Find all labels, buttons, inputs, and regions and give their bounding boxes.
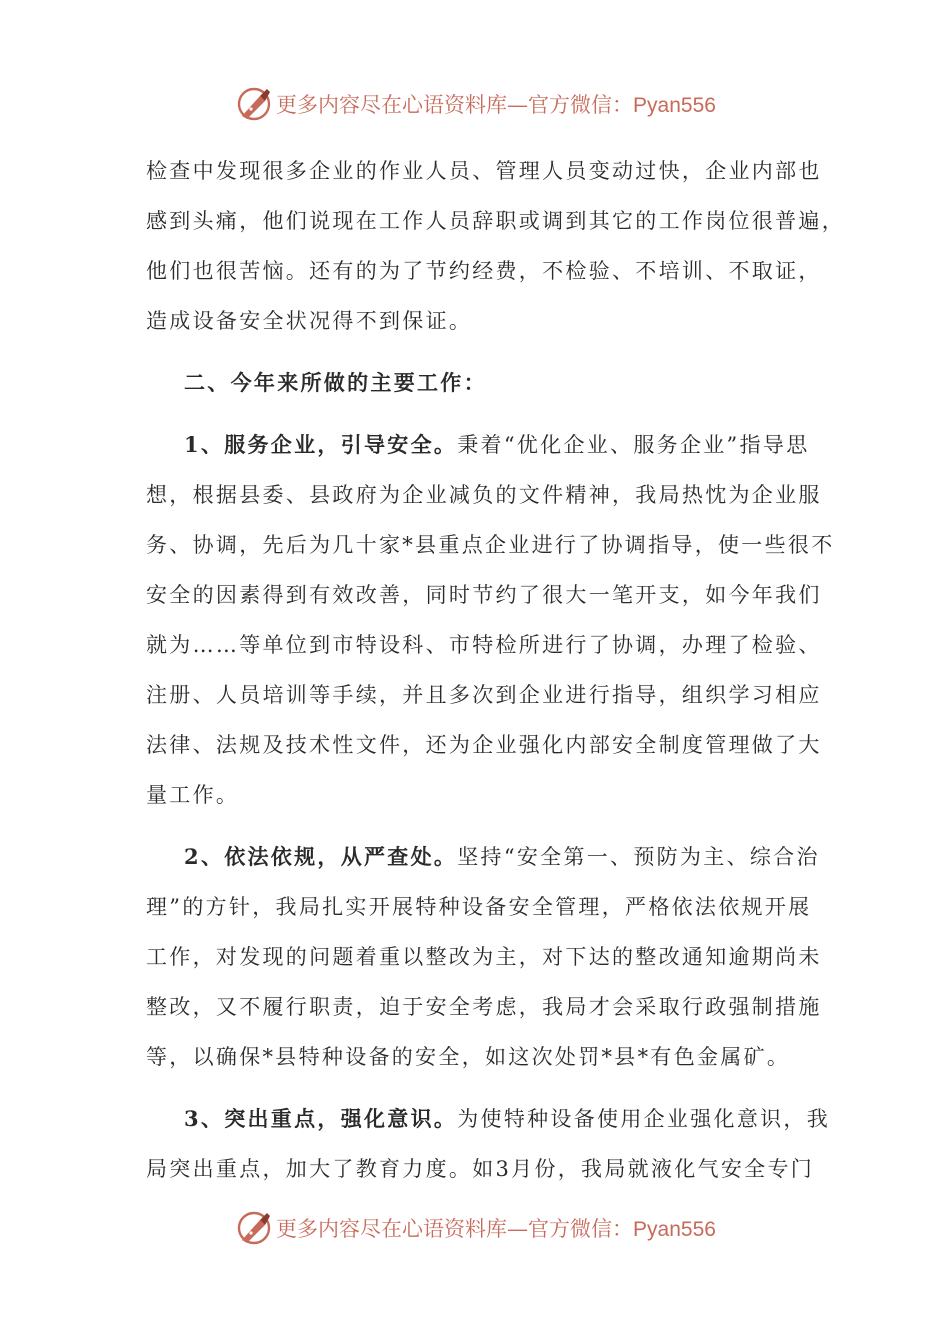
- text-line: 就为……等单位到市特设科、市特检所进行了协调，办理了检验、: [146, 633, 822, 657]
- text-line: 检查中发现很多企业的作业人员、管理人员变动过快，企业内部也: [146, 159, 822, 183]
- section-heading: 二、今年来所做的主要工作：: [184, 370, 487, 395]
- item-1-title: 1、服务企业，引导安全。: [184, 432, 458, 457]
- item-3-first-line: 3、突出重点，强化意识。为使特种设备使用企业强化意识，我: [184, 1106, 831, 1131]
- text-line: 理”的方针，我局扎实开展特种设备安全管理，严格依法依规开展: [146, 895, 812, 919]
- text-line: 安全的因素得到有效改善，同时节约了很大一笔开支，如今年我们: [146, 583, 822, 607]
- watermark-text: 更多内容尽在心语资料库—官方微信：Pyan556: [276, 1217, 716, 1241]
- text-line: 注册、人员培训等手续，并且多次到企业进行指导，组织学习相应: [146, 683, 822, 707]
- text-line: 法律、法规及技术性文件，还为企业强化内部安全制度管理做了大: [146, 733, 822, 757]
- item-2-first-line: 2、依法依规，从严查处。坚持“安全第一、预防为主、综合治: [184, 844, 820, 869]
- pen-nib-logo-icon: [234, 84, 274, 124]
- text-line: 想，根据县委、县政府为企业减负的文件精神，我局热忱为企业服: [146, 483, 822, 507]
- top-watermark: [0, 84, 950, 124]
- item-1-first-line: 1、服务企业，引导安全。秉着“优化企业、服务企业”指导思: [184, 432, 810, 457]
- text-line: 他们也很苦恼。还有的为了节约经费，不检验、不培训、不取证，: [146, 259, 822, 283]
- pen-nib-logo-icon: [234, 1208, 274, 1248]
- document-body: [146, 146, 845, 1194]
- watermark-text: 更多内容尽在心语资料库—官方微信：Pyan556: [276, 93, 716, 117]
- text-line: 局突出重点，加大了教育力度。如3月份，我局就液化气安全专门: [146, 1157, 815, 1181]
- text-line: 感到头痛，他们说现在工作人员辞职或调到其它的工作岗位很普遍，: [146, 209, 845, 233]
- item-3-title: 3、突出重点，强化意识。: [184, 1106, 458, 1131]
- text-line: 量工作。: [146, 783, 240, 807]
- text-line: 工作，对发现的问题着重以整改为主，对下达的整改通知逾期尚未: [146, 945, 822, 969]
- text-line: 务、协调，先后为几十家*县重点企业进行了协调指导，使一些很不: [146, 533, 835, 557]
- bottom-watermark: [0, 1208, 950, 1248]
- text-line: 整改，又不履行职责，迫于安全考虑，我局才会采取行政强制措施: [146, 995, 822, 1019]
- text-line: 等，以确保*县特种设备的安全，如这次处罚*县*有色金属矿。: [146, 1045, 791, 1069]
- item-2-title: 2、依法依规，从严查处。: [184, 844, 458, 869]
- text-line: 造成设备安全状况得不到保证。: [146, 309, 473, 333]
